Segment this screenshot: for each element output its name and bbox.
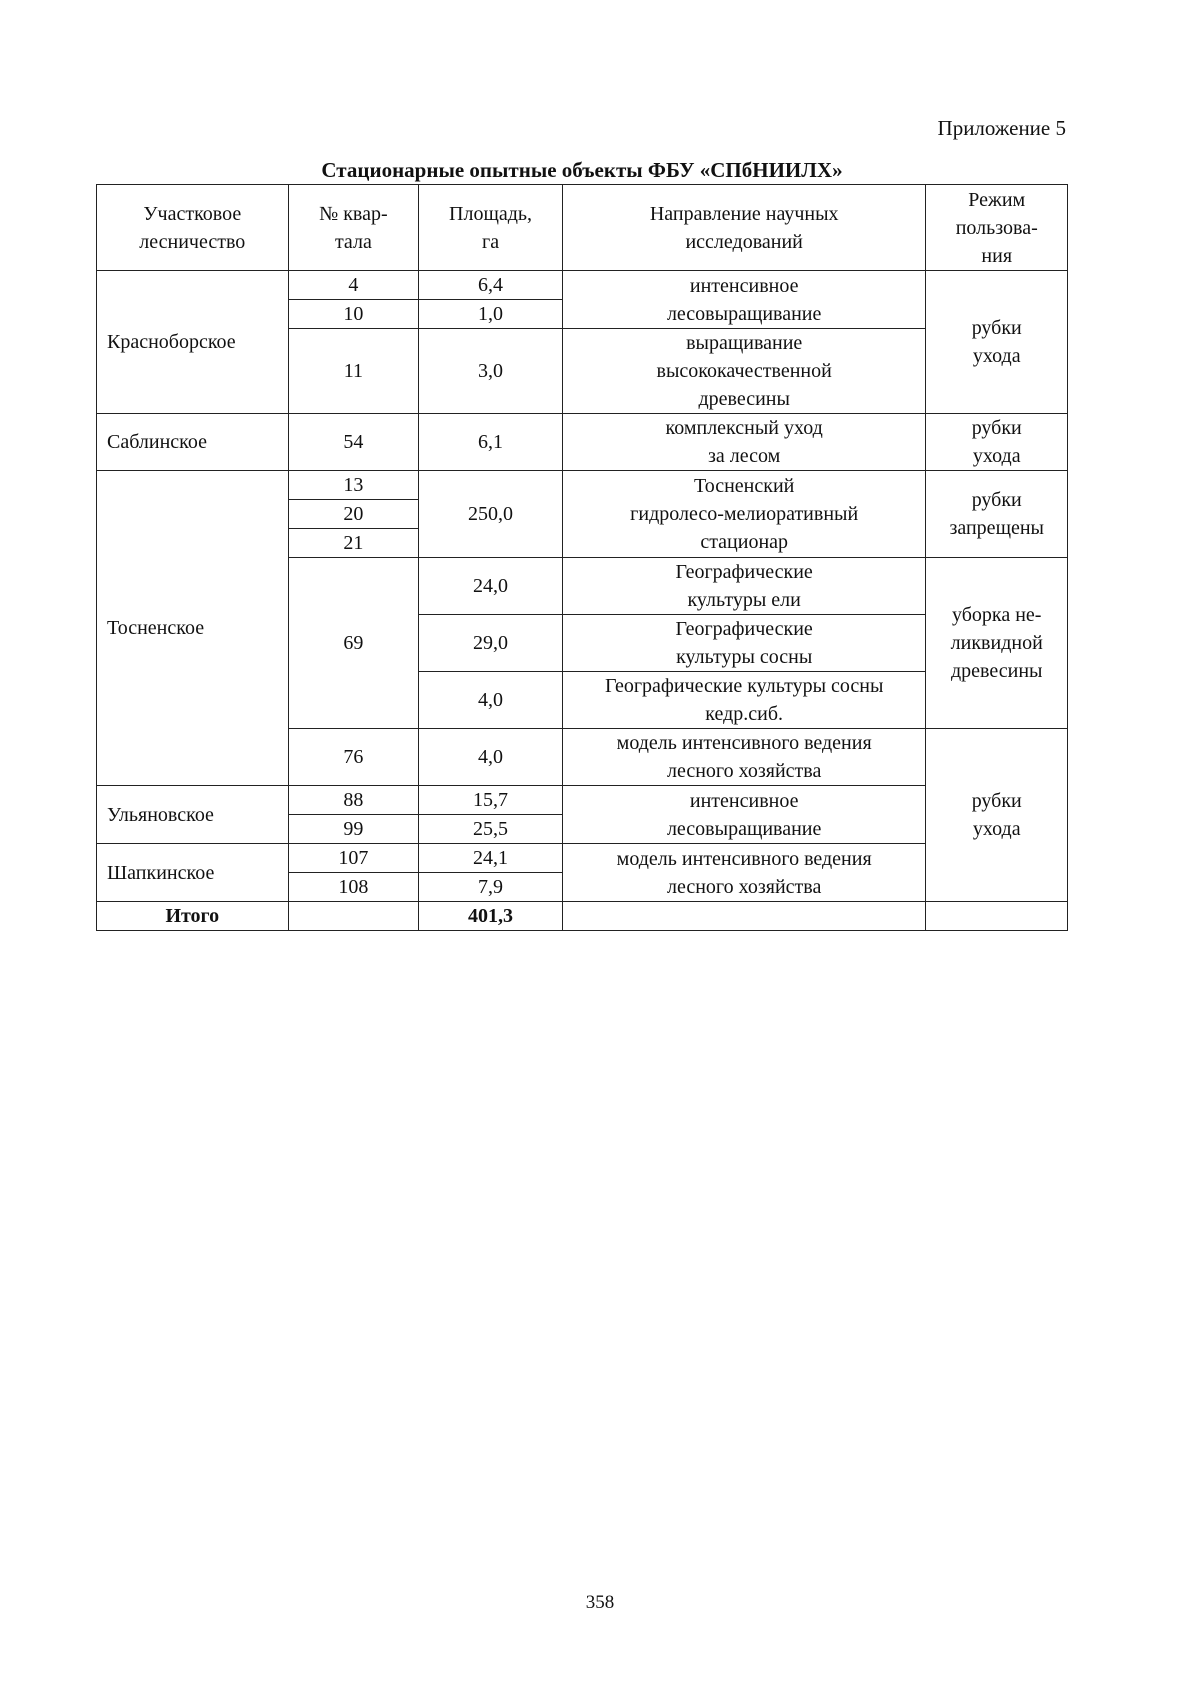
direction-line: лесного хозяйства — [667, 875, 822, 898]
regime-cell — [926, 471, 1068, 558]
research-objects-table — [96, 184, 1068, 931]
header-area — [419, 185, 563, 271]
direction-cell — [562, 786, 926, 844]
table-row — [97, 844, 1068, 873]
quarter-cell: 13 — [288, 471, 419, 500]
direction-line: Географические культуры сосны — [604, 675, 884, 697]
regime-line: уборка не- — [952, 604, 1042, 626]
area-cell: 6,4 — [419, 271, 563, 300]
header-line: тала — [334, 230, 372, 253]
regime-cell — [926, 729, 1068, 902]
header-line: Участковое — [143, 202, 242, 225]
forestry-cell: Саблинское — [97, 414, 289, 471]
regime-line: рубки — [971, 417, 1022, 439]
regime-cell — [926, 414, 1068, 471]
header-direction — [562, 185, 926, 271]
area-cell: 6,1 — [419, 414, 563, 471]
direction-line: высококачественной — [656, 360, 832, 382]
direction-line: культуры ели — [687, 589, 801, 611]
direction-cell — [562, 414, 926, 471]
regime-cell — [926, 902, 1068, 931]
direction-cell — [562, 902, 926, 931]
page-number: 358 — [585, 1592, 615, 1613]
quarter-cell: 108 — [288, 873, 419, 902]
quarter-cell: 4 — [288, 271, 419, 300]
table-row — [97, 271, 1068, 300]
quarter-cell: 10 — [288, 300, 419, 329]
regime-line: рубки — [971, 317, 1022, 339]
forestry-cell: Красноборское — [97, 271, 289, 414]
total-row — [97, 902, 1068, 931]
area-cell: 3,0 — [419, 329, 563, 414]
direction-line: культуры сосны — [676, 646, 813, 668]
direction-cell — [562, 558, 926, 615]
quarter-cell — [288, 902, 419, 931]
direction-cell — [562, 729, 926, 786]
quarter-cell: 99 — [288, 815, 419, 844]
direction-line: кедр.сиб. — [705, 703, 784, 725]
regime-line: ухода — [972, 345, 1021, 367]
direction-line: лесовыращивание — [666, 817, 822, 840]
area-cell: 7,9 — [419, 873, 563, 902]
header-line: пользова- — [955, 216, 1038, 239]
header-forestry — [97, 185, 289, 271]
area-cell: 24,0 — [419, 558, 563, 615]
forestry-cell: Ульяновское — [97, 786, 289, 844]
area-cell: 4,0 — [419, 672, 563, 729]
direction-line: лесовыращивание — [666, 302, 822, 325]
regime-line: рубки — [971, 790, 1022, 812]
direction-line: выращивание — [686, 332, 803, 354]
table-row — [97, 471, 1068, 500]
direction-cell — [562, 672, 926, 729]
direction-line: лесного хозяйства — [667, 760, 822, 782]
direction-line: модель интенсивного ведения — [616, 732, 872, 754]
area-cell: 24,1 — [419, 844, 563, 873]
area-cell: 250,0 — [419, 471, 563, 558]
header-line: Направление научных — [649, 202, 839, 225]
table-row — [97, 786, 1068, 815]
direction-line: модель интенсивного ведения — [616, 847, 872, 870]
quarter-cell: 11 — [288, 329, 419, 414]
total-label: Итого — [97, 902, 289, 931]
direction-cell — [562, 329, 926, 414]
direction-line: Тосненский — [693, 475, 795, 497]
area-cell: 4,0 — [419, 729, 563, 786]
header-line: № квар- — [319, 202, 388, 225]
header-regime — [926, 185, 1068, 271]
area-cell: 1,0 — [419, 300, 563, 329]
direction-line: комплексный уход — [665, 417, 823, 439]
regime-cell — [926, 271, 1068, 414]
area-cell: 25,5 — [419, 815, 563, 844]
table-row — [97, 414, 1068, 471]
direction-line: гидролесо-мелиоративный — [630, 503, 859, 525]
regime-cell — [926, 558, 1068, 729]
area-cell: 15,7 — [419, 786, 563, 815]
quarter-cell: 69 — [288, 558, 419, 729]
quarter-cell: 107 — [288, 844, 419, 873]
direction-line: Географические — [675, 561, 813, 583]
direction-line: интенсивное — [689, 274, 799, 297]
quarter-cell: 54 — [288, 414, 419, 471]
table-header-row — [97, 185, 1068, 271]
direction-line: древесины — [698, 388, 790, 410]
direction-cell — [562, 844, 926, 902]
forestry-cell: Тосненское — [97, 471, 289, 786]
header-line: га — [482, 230, 500, 253]
direction-line: интенсивное — [689, 789, 799, 812]
quarter-cell: 21 — [288, 529, 419, 558]
header-quarter — [288, 185, 419, 271]
header-line: Режим — [968, 188, 1026, 211]
quarter-cell: 20 — [288, 500, 419, 529]
regime-line: ликвидной — [950, 632, 1043, 654]
regime-line: рубки — [971, 489, 1022, 511]
direction-line: за лесом — [708, 445, 781, 467]
direction-line: стационар — [700, 531, 789, 553]
regime-line: ухода — [972, 818, 1021, 840]
quarter-cell: 88 — [288, 786, 419, 815]
header-line: исследований — [685, 230, 803, 253]
appendix-label: Приложение 5 — [937, 116, 1066, 140]
header-line: ния — [981, 244, 1013, 267]
regime-line: древесины — [950, 660, 1043, 682]
total-area: 401,3 — [419, 902, 563, 931]
direction-cell — [562, 615, 926, 672]
regime-line: запрещены — [949, 517, 1044, 539]
table-title: Стационарные опытные объекты ФБУ «СПбНИИЛХ» — [321, 158, 843, 182]
direction-line: Географические — [675, 618, 813, 640]
direction-cell — [562, 471, 926, 558]
header-line: Площадь, — [449, 202, 533, 225]
direction-cell — [562, 271, 926, 329]
forestry-cell: Шапкинское — [97, 844, 289, 902]
area-cell: 29,0 — [419, 615, 563, 672]
header-line: лесничество — [139, 230, 246, 253]
quarter-cell: 76 — [288, 729, 419, 786]
regime-line: ухода — [972, 445, 1021, 467]
